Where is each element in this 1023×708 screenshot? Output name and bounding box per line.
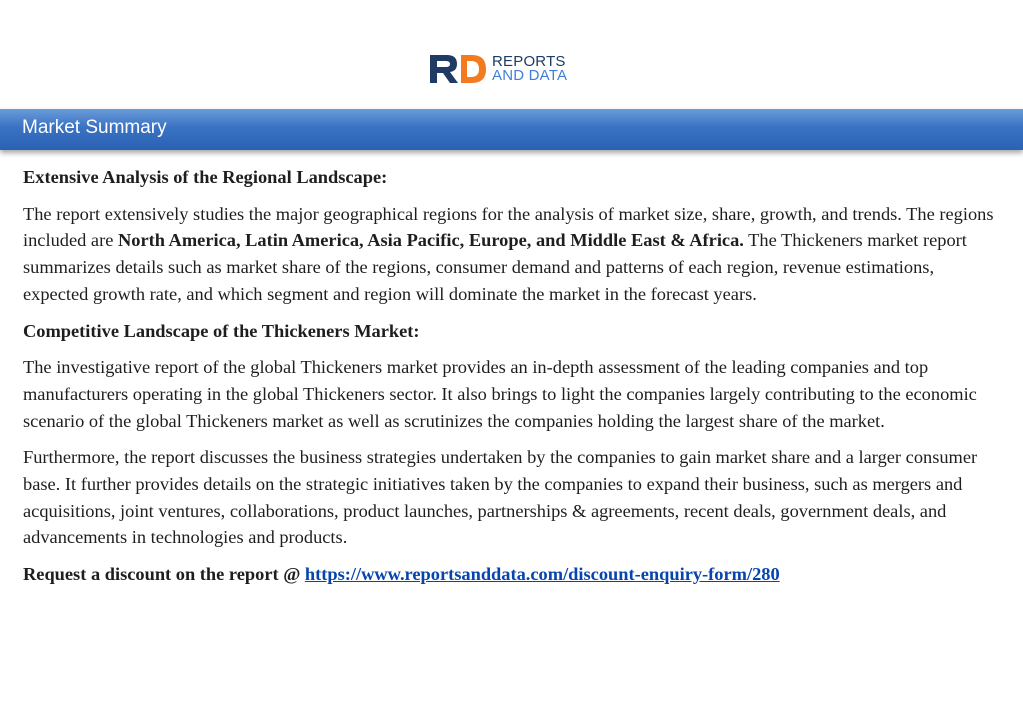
regional-heading: Extensive Analysis of the Regional Landscape:: [23, 167, 388, 187]
discount-label: Request a discount on the report @: [23, 564, 305, 585]
section-banner: [0, 109, 1023, 150]
logo-text: [492, 55, 567, 83]
banner-title: Market Summary: [22, 117, 167, 138]
competitive-heading: Competitive Landscape of the Thickeners Market:: [23, 320, 420, 341]
competitive-paragraph-2: Furthermore, the report discusses the business strategies undertaken by the companies to gain market share and a larger consumer base. It further provides details on the strategic initiatives taken by the companies to expand their business, such as mergers and acquisitions, joint ventures, collaborations, product launches, partnerships & agreements, recent deals, government deals, and advancements in technologies and products.: [23, 447, 978, 548]
logo-line-1: REPORTS: [492, 53, 566, 70]
discount-link[interactable]: https://www.reportsanddata.com/discount-enquiry-form/280: [304, 564, 780, 585]
brand-logo: [430, 52, 567, 86]
regional-text-b: The Thickeners market report summarizes details such as market share of the regions, consumer demand and patterns of each region, revenue estimations, expected growth rate, and which segment and region will dominate the market in the forecast years.: [23, 230, 967, 304]
main-content: [23, 164, 998, 598]
regions-list: North America, Latin America, Asia Pacific, Europe, and Middle East & Africa.: [117, 230, 744, 251]
regional-paragraph: [23, 201, 998, 308]
competitive-paragraph-1: The investigative report of the global Thickeners market provides an in-depth assessment of the leading companies and top manufacturers operating in the global Thickeners sector. It also brings to light the companies largely contributing to the economic scenario of the global Thickeners market as well as scrutinizes the companies holding the largest share of the market.: [23, 357, 977, 431]
logo-line-2: AND DATA: [492, 67, 568, 84]
rd-logo-icon: [430, 53, 488, 85]
regional-text-a: The report extensively studies the major geographical regions for the analysis of market size, share, growth, and trends. The regions included are: [23, 203, 994, 251]
discount-request: [23, 561, 998, 588]
